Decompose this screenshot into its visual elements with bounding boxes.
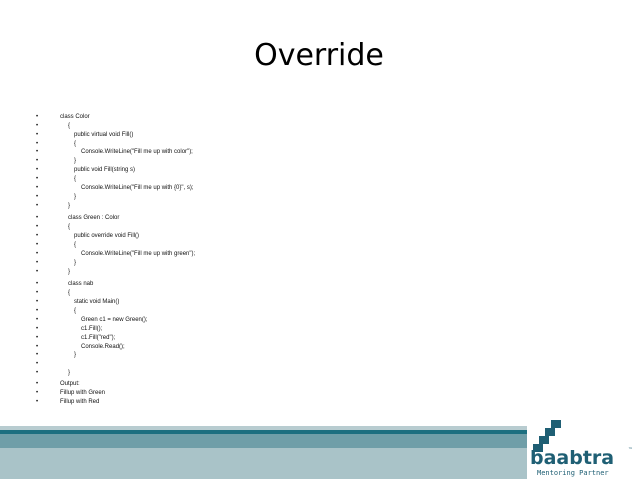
code-line-text: class Color <box>60 114 90 120</box>
code-line-text: { <box>68 122 71 129</box>
bullet-icon: • <box>36 250 39 257</box>
bullet-icon: • <box>36 334 39 341</box>
bullet-icon: • <box>36 149 39 156</box>
bullet-icon: • <box>36 281 39 288</box>
bullet-icon: • <box>36 114 39 120</box>
bullet-icon: • <box>36 398 39 405</box>
bullet-icon: • <box>36 290 39 297</box>
code-line-text: Fillup with Red <box>60 398 100 405</box>
code-line-text: } <box>68 370 71 377</box>
bullet-icon: • <box>36 389 39 396</box>
code-line-text: { <box>68 290 71 297</box>
code-line-text: class nab <box>68 281 94 288</box>
code-line-text: } <box>68 202 71 209</box>
bullet-icon: • <box>36 308 39 315</box>
bullet-icon: • <box>36 158 39 165</box>
baabtra-logo-icon <box>527 414 638 479</box>
bullet-icon: • <box>36 299 39 306</box>
code-line-text: } <box>74 352 77 359</box>
code-line-text: { <box>74 308 77 315</box>
logo-brand-text: baabtra <box>530 447 615 469</box>
bullet-icon: • <box>36 176 39 183</box>
bullet-icon: • <box>36 361 39 368</box>
bullet-icon: • <box>36 167 39 174</box>
code-line-text: Console.WriteLine("Fill me up with color"); <box>81 149 193 156</box>
logo-tagline: Mentoring Partner <box>537 469 609 477</box>
bullet-icon: • <box>36 224 39 231</box>
bullet-icon: • <box>36 193 39 200</box>
code-line-text: public override void Fill() <box>74 233 140 240</box>
bullet-icon: • <box>36 380 39 387</box>
code-line-text: static void Main() <box>74 299 120 306</box>
code-line-text: } <box>74 158 77 165</box>
logo-step <box>551 420 561 428</box>
code-line-text: c1.Fill(); <box>81 325 103 332</box>
code-line-text: } <box>74 259 77 266</box>
code-line-text: Console.WriteLine("Fill me up with green"); <box>81 250 196 257</box>
bullet-icon: • <box>36 140 39 147</box>
code-line-text: } <box>68 268 71 275</box>
bullet-icon: • <box>36 343 39 350</box>
bullet-icon: • <box>36 352 39 359</box>
logo-trademark: ™ <box>628 447 633 453</box>
bullet-icon: • <box>36 316 39 323</box>
bullet-icon: • <box>36 122 39 129</box>
bullet-icon: • <box>36 215 39 222</box>
code-line-text: { <box>74 242 77 249</box>
code-line-text: public void Fill(string s) <box>74 167 136 174</box>
bullet-icon: • <box>36 259 39 266</box>
code-line-text: public virtual void Fill() <box>74 131 134 138</box>
baabtra-logo <box>527 414 638 479</box>
bullet-icon: • <box>36 370 39 377</box>
bullet-icon: • <box>36 202 39 209</box>
bullet-icon: • <box>36 184 39 191</box>
code-line-text: Output: <box>60 380 80 387</box>
logo-step <box>545 428 555 436</box>
code-line-text: } <box>74 193 77 200</box>
logo-step <box>539 436 549 444</box>
code-line-text: Console.WriteLine("Fill me up with {0}", s); <box>81 184 194 191</box>
code-line-text: Fillup with Green <box>60 389 106 396</box>
bullet-icon: • <box>36 131 39 138</box>
code-line-text: { <box>74 140 77 147</box>
bullet-icon: • <box>36 242 39 249</box>
code-line-text: Green c1 = new Green(); <box>81 316 148 323</box>
bullet-icon: • <box>36 268 39 275</box>
code-line-text: Console.Read(); <box>81 343 125 350</box>
code-line-text: c1.Fill("red"); <box>81 334 116 341</box>
bullet-icon: • <box>36 233 39 240</box>
bullet-icon: • <box>36 325 39 332</box>
code-line-text: class Green : Color <box>68 215 120 222</box>
code-line-text: { <box>68 224 71 231</box>
slide-title: Override <box>254 38 384 73</box>
code-line-text: { <box>74 176 77 183</box>
